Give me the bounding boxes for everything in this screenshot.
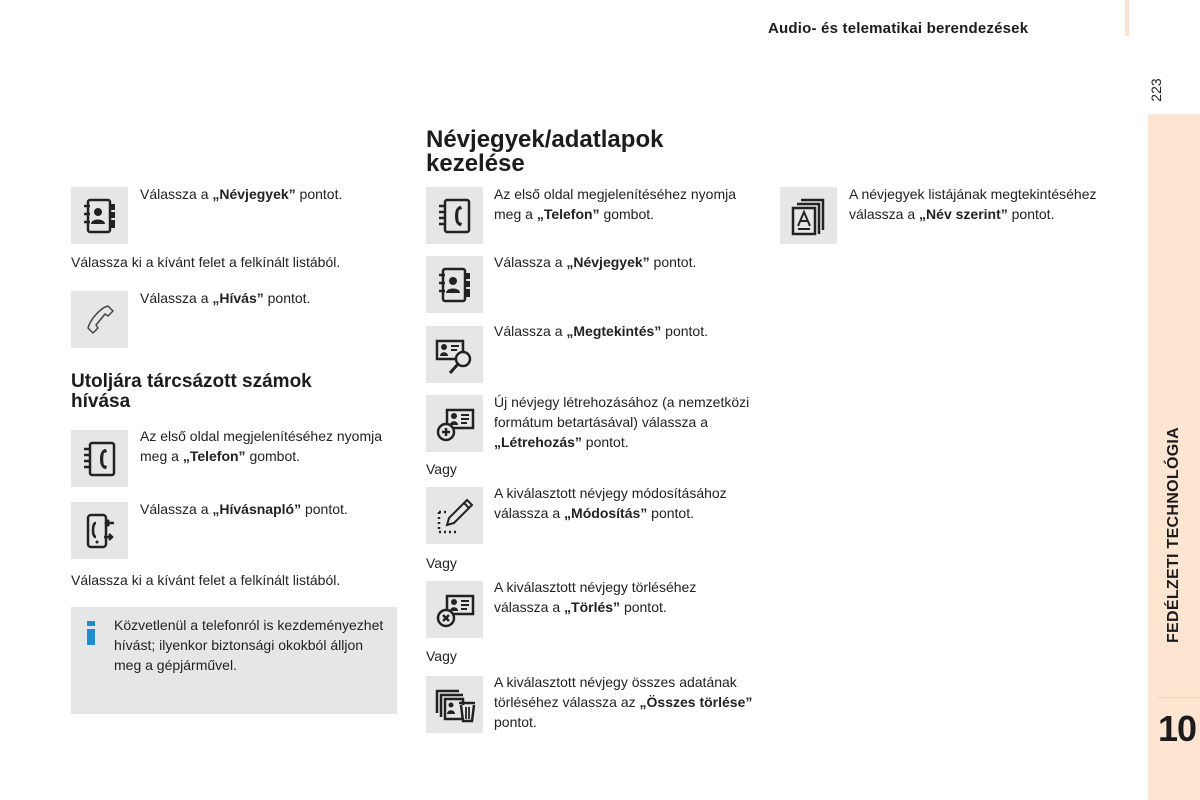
step-text: A kiválasztott névjegy módosításához válassza a „Módosítás” pontot.	[494, 485, 727, 521]
page-number: 223	[1148, 78, 1164, 102]
or-label: Vagy	[426, 555, 457, 571]
chapter-number: 10	[1158, 708, 1197, 749]
step-text: Válassza a „Megtekintés” pontot.	[494, 323, 708, 339]
step-text: A kiválasztott névjegy törléséhez válassza a „Törlés” pontot.	[494, 579, 697, 615]
step-text: Válassza a „Hívásnapló” pontot.	[140, 501, 348, 517]
header-divider	[1125, 0, 1129, 36]
step-text: Válassza a „Névjegyek” pontot.	[494, 254, 697, 270]
running-header: Audio- és telematikai berendezések	[768, 20, 1029, 37]
view-contact-icon	[426, 326, 483, 383]
step-text: Az első oldal megjelenítéséhez nyomja meg a „Telefon” gombot.	[140, 428, 383, 464]
chapter-tab-divider	[1158, 697, 1200, 698]
info-text: Közvetlenül a telefonról is kezdeményezhet hívást; ilyenkor biztonsági okokból álljon meg a gépjárművel.	[114, 617, 384, 673]
edit-contact-icon	[426, 487, 483, 544]
handset-icon	[71, 291, 128, 348]
info-box	[71, 607, 397, 714]
info-icon	[87, 621, 95, 645]
note-text: Válassza ki a kívánt felet a felkínált listából.	[71, 572, 341, 588]
step-text: Válassza a „Névjegyek” pontot.	[140, 186, 343, 202]
sort-by-name-icon	[780, 187, 837, 244]
create-contact-icon	[426, 395, 483, 452]
chapter-tab-label: FEDÉLZETI TECHNOLÓGIA	[1165, 426, 1182, 644]
delete-contact-icon	[426, 581, 483, 638]
or-label: Vagy	[426, 461, 457, 477]
step-text: A kiválasztott névjegy összes adatának törléséhez válassza az „Összes törlése” pontot.	[494, 674, 753, 730]
step-text: Válassza a „Hívás” pontot.	[140, 290, 311, 306]
telephone-book-icon	[426, 187, 483, 244]
or-label: Vagy	[426, 648, 457, 664]
contacts-book-icon	[426, 256, 483, 313]
delete-all-icon	[426, 676, 483, 733]
note-text: Válassza ki a kívánt felet a felkínált listából.	[71, 254, 341, 270]
call-log-icon	[71, 502, 128, 559]
step-text: Új névjegy létrehozásához (a nemzetközi formátum betartásával) válassza a „Létrehozás” pontot.	[494, 394, 750, 450]
telephone-book-icon	[71, 430, 128, 487]
section-heading: Utoljára tárcsázott számok hívása	[71, 371, 312, 412]
contacts-book-icon	[71, 187, 128, 244]
step-text: Az első oldal megjelenítéséhez nyomja meg a „Telefon” gombot.	[494, 186, 737, 222]
step-text: A névjegyek listájának megtekintéséhez válassza a „Név szerint” pontot.	[849, 186, 1097, 222]
section-heading: Névjegyek/adatlapok kezelése	[426, 126, 664, 177]
